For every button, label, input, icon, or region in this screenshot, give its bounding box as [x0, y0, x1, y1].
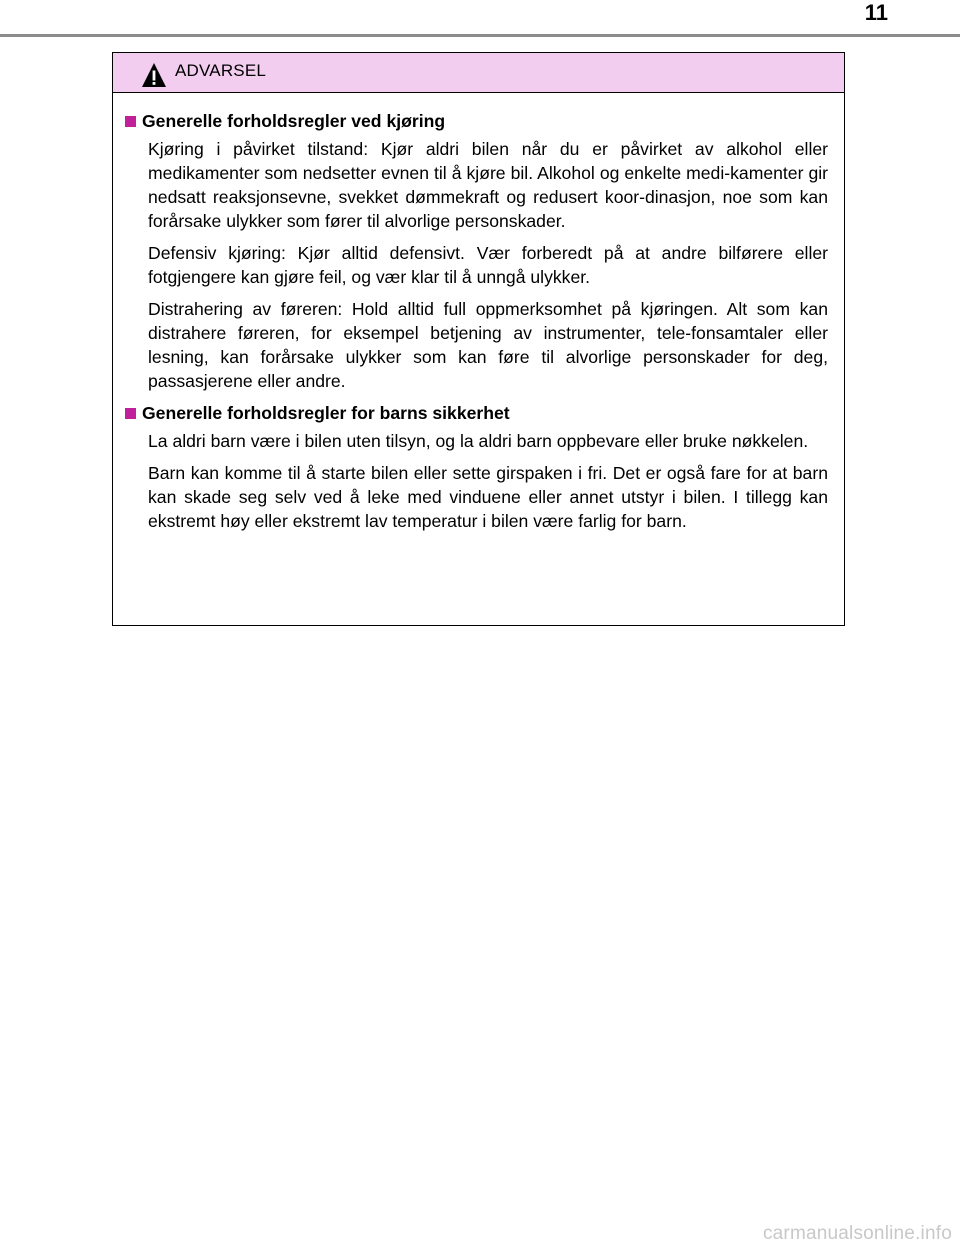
page-number: 11 — [864, 0, 888, 25]
warning-title: ADVARSEL — [175, 60, 267, 80]
section-heading — [125, 401, 828, 425]
paragraph: Barn kan komme til å starte bilen eller sette girspaken i fri. Det er også fare for at barn kan skade seg selv ved å leke med vinduene eller annet utstyr i bilen. I tillegg kan ekstremt høy eller ekstremt lav temperatur i bilen være farlig for barn. — [148, 463, 828, 531]
paragraph: Kjøring i påvirket tilstand: Kjør aldri bilen når du er påvirket av alkohol eller medikamenter som nedsetter evnen til å kjøre bil. Alkohol og enkelte medi-kamenter gir nedsatt reaksjonsevne, svekket dømmekraft og redusert koor-dinasjon, noe som kan forårsake ulykker som fører til alvorlige personskader. — [148, 139, 828, 231]
watermark: carmanualsonline.info — [762, 1223, 952, 1244]
warning-body — [113, 93, 844, 533]
warning-header — [113, 53, 844, 93]
section-heading-text: Generelle forholdsregler for barns sikkerhet — [142, 403, 510, 423]
section-heading-text: Generelle forholdsregler ved kjøring — [142, 111, 446, 131]
paragraph: Distrahering av føreren: Hold alltid full oppmerksomhet på kjøringen. Alt som kan distrahere føreren, for eksempel betjening av instrumenter, tele-fonsamtaler eller lesning, kan forårsake ulykker som kan føre til alvorlige personskader for deg, passasjerene eller andre. — [148, 299, 828, 391]
section-heading — [125, 109, 828, 133]
square-bullet-icon — [125, 408, 136, 419]
warning-triangle-icon — [141, 62, 167, 88]
paragraph: Defensiv kjøring: Kjør alltid defensivt. Vær forberedt på at andre bilførere eller fotgjengere kan gjøre feil, og vær klar til å unngå ulykker. — [148, 243, 828, 287]
paragraph: La aldri barn være i bilen uten tilsyn, og la aldri barn oppbevare eller bruke nøkkelen. — [148, 431, 809, 451]
warning-box — [112, 52, 845, 626]
square-bullet-icon — [125, 116, 136, 127]
top-divider — [0, 34, 960, 37]
